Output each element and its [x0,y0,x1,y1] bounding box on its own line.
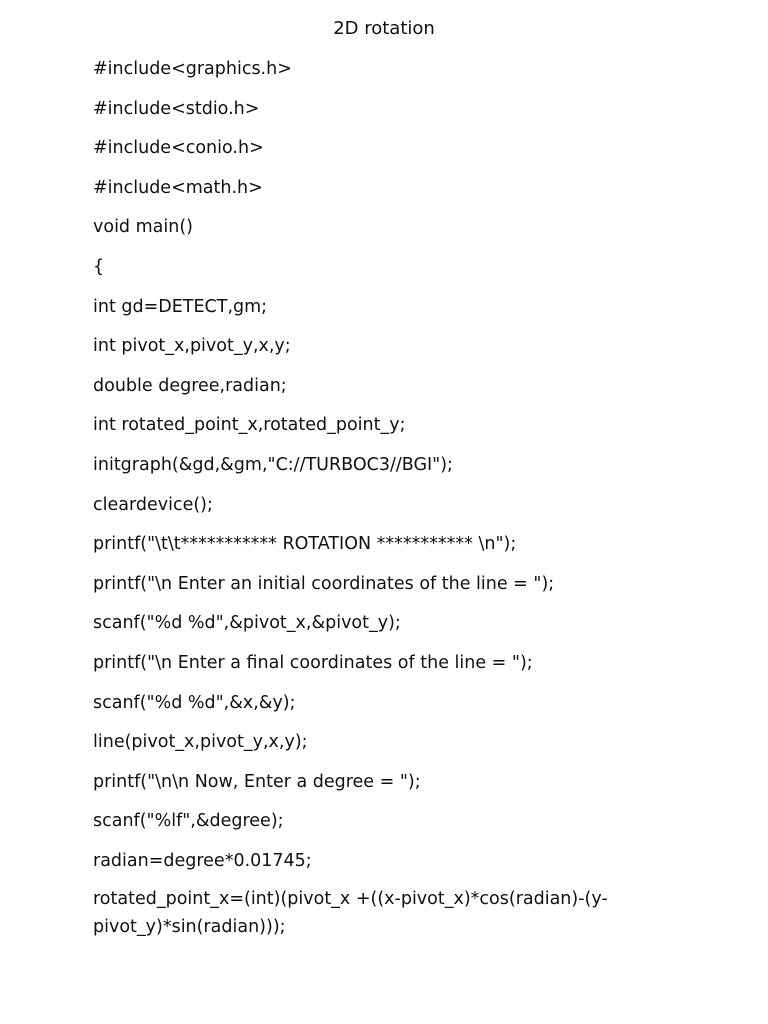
code-line: initgraph(&gd,&gm,"C://TURBOC3//BGI"); [93,454,453,475]
code-line: printf("\n\n Now, Enter a degree = "); [93,771,421,792]
code-line: #include<graphics.h> [93,59,292,79]
document-title: 2D rotation [333,18,435,39]
code-line: printf("\t\t*********** ROTATION *********** \n"); [93,534,517,555]
code-line: scanf("%lf",&degree); [93,811,284,832]
code-line: int pivot_x,pivot_y,x,y; [93,336,291,357]
code-line: int rotated_point_x,rotated_point_y; [93,415,406,436]
code-line: rotated_point_x=(int)(pivot_x +((x-pivot_x)*cos(radian)-(y-pivot_y)*sin(radian))); [93,889,608,938]
code-line: scanf("%d %d",&x,&y); [93,692,296,713]
code-line: radian=degree*0.01745; [93,850,312,871]
code-line: int gd=DETECT,gm; [93,296,268,317]
code-line: printf("\n Enter an initial coordinates of the line = "); [93,573,555,594]
code-line: cleardevice(); [93,494,213,515]
code-listing [93,57,693,957]
code-line: #include<conio.h> [93,138,264,159]
code-line: scanf("%d %d",&pivot_x,&pivot_y); [93,613,401,634]
code-line: #include<stdio.h> [93,98,260,119]
code-line: double degree,radian; [93,375,287,396]
code-line: line(pivot_x,pivot_y,x,y); [93,732,308,753]
code-line: #include<math.h> [93,177,263,198]
code-line: printf("\n Enter a final coordinates of the line = "); [93,652,533,673]
code-line: void main() [93,217,193,238]
code-line: { [93,256,105,277]
